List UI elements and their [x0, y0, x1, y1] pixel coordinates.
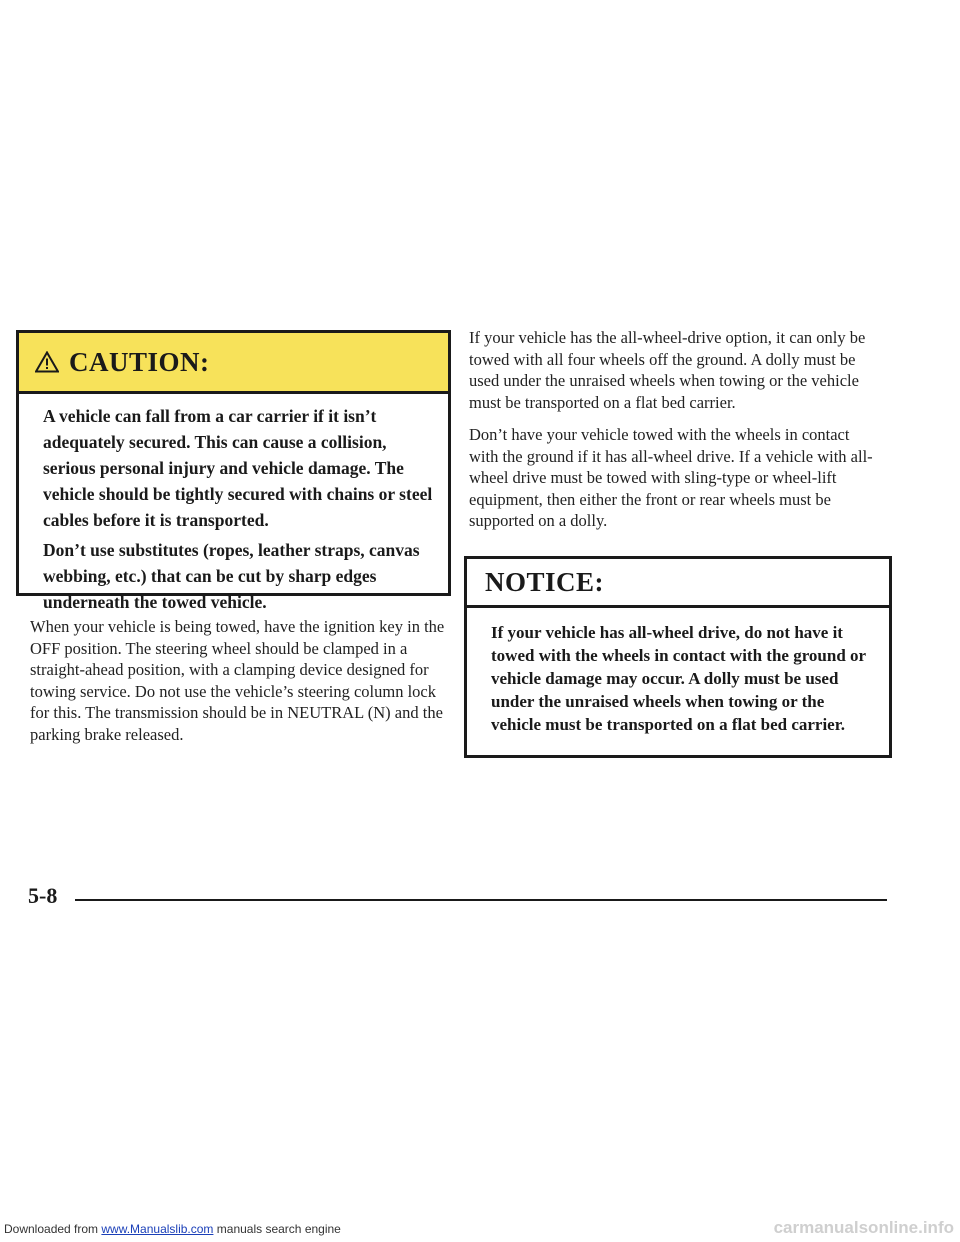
download-prefix: Downloaded from [4, 1222, 102, 1236]
notice-header [467, 559, 889, 608]
watermark-text: carmanualsonline.info [773, 1218, 954, 1237]
awd-contact-paragraph: Don’t have your vehicle towed with the wheels in contact with the ground if it has all-wheel drive. If a vehicle with all-wheel drive must be towed with sling-type or wheel-lift equipment, then either the front or rear wheels must be supported on a dolly. [469, 425, 873, 530]
download-credit [4, 1222, 341, 1236]
page-number: 5-8 [28, 883, 58, 908]
caution-header [19, 333, 448, 394]
towing-ignition-paragraph: When your vehicle is being towed, have the ignition key in the OFF position. The steering wheel should be clamped in a straight-ahead position, with a clamping device designed for towing service. Do not use the vehicle’s steering column lock for this. The transmission should be in NEUTRAL (N) and the parking brake released. [30, 617, 445, 744]
notice-title: NOTICE: [485, 566, 605, 597]
caution-paragraph: Don’t use substitutes (ropes, leather straps, canvas webbing, etc.) that can be cut by sharp edges underneath the towed vehicle. [43, 540, 420, 612]
caution-box [16, 330, 451, 612]
manualslib-link[interactable]: www.Manualslib.com [101, 1222, 214, 1236]
notice-body: If your vehicle has all-wheel drive, do not have it towed with the wheels in contact with the ground or vehicle damage may occur. A dolly must be used under the unraised wheels when towing or the vehicle must be transported on a flat bed carrier. [491, 623, 866, 734]
awd-towing-paragraph: If your vehicle has the all-wheel-drive option, it can only be towed with all four wheels off the ground. A dolly must be used under the unraised wheels when towing or the vehicle must be transported on a flat bed carrier. [469, 328, 866, 412]
download-suffix: manuals search engine [213, 1222, 341, 1236]
caution-body [43, 403, 434, 619]
caution-title: CAUTION: [69, 346, 210, 377]
caution-paragraph: A vehicle can fall from a car carrier if it isn’t adequately secured. This can cause a collision, serious personal injury and vehicle damage. The vehicle should be tightly secured with chains or steel cables before it is transported. [43, 406, 433, 530]
right-column [469, 327, 874, 543]
footer-rule [75, 899, 887, 901]
notice-box [464, 556, 892, 758]
warning-triangle-icon [35, 351, 59, 373]
